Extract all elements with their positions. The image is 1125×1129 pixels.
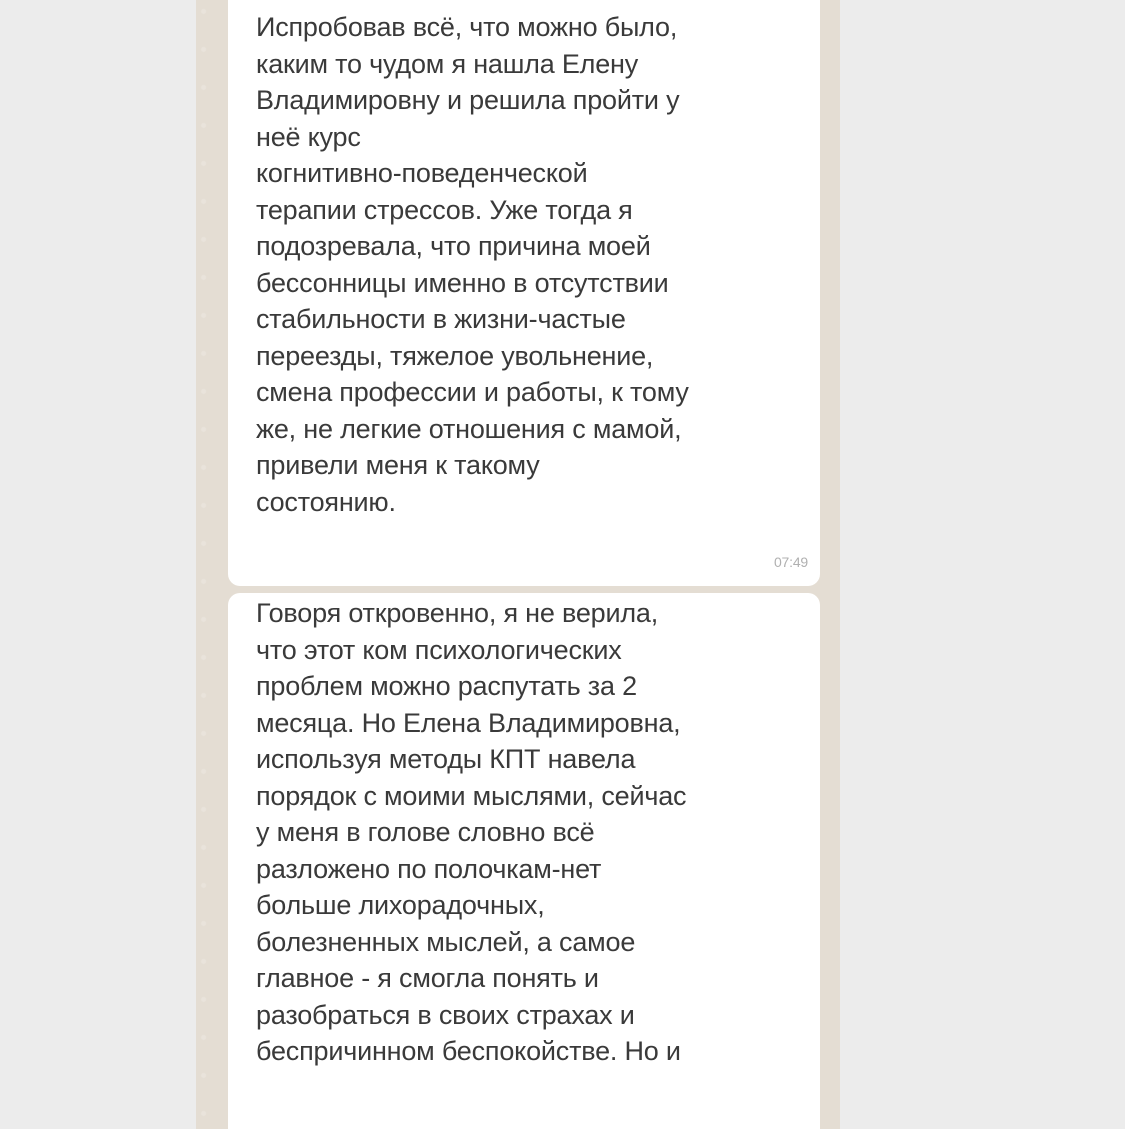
chat-background[interactable] <box>196 0 840 1129</box>
message-bubble[interactable] <box>228 593 820 1129</box>
message-bubble[interactable] <box>228 0 820 586</box>
message-text: Говоря откровенно, я не верила, что этот ком психологических проблем можно распутать за 2 месяца. Но Елена Владимировна, используя методы КПТ навела порядок с моими мыслями, сейчас у меня в голове словно всё разложено по полочкам-нет больше лихорадочных, болезненных мыслей, а самое главное - я смогла понять и разобраться в своих страхах и беспричинном беспокойстве. Но и <box>256 598 687 1066</box>
message-text: Испробовав всё, что можно было, каким то чудом я нашла Елену Владимировну и решила пройти у неё курс когнитивно-поведенческой терапии стрессов. Уже тогда я подозревала, что причина моей бессонницы именно в отсутствии стабильности в жизни-частые переезды, тяжелое увольнение, смена профессии и работы, к тому же, не легкие отношения с мамой, привели меня к такому состоянию. <box>256 12 689 517</box>
message-timestamp: 07:49 <box>773 553 808 570</box>
